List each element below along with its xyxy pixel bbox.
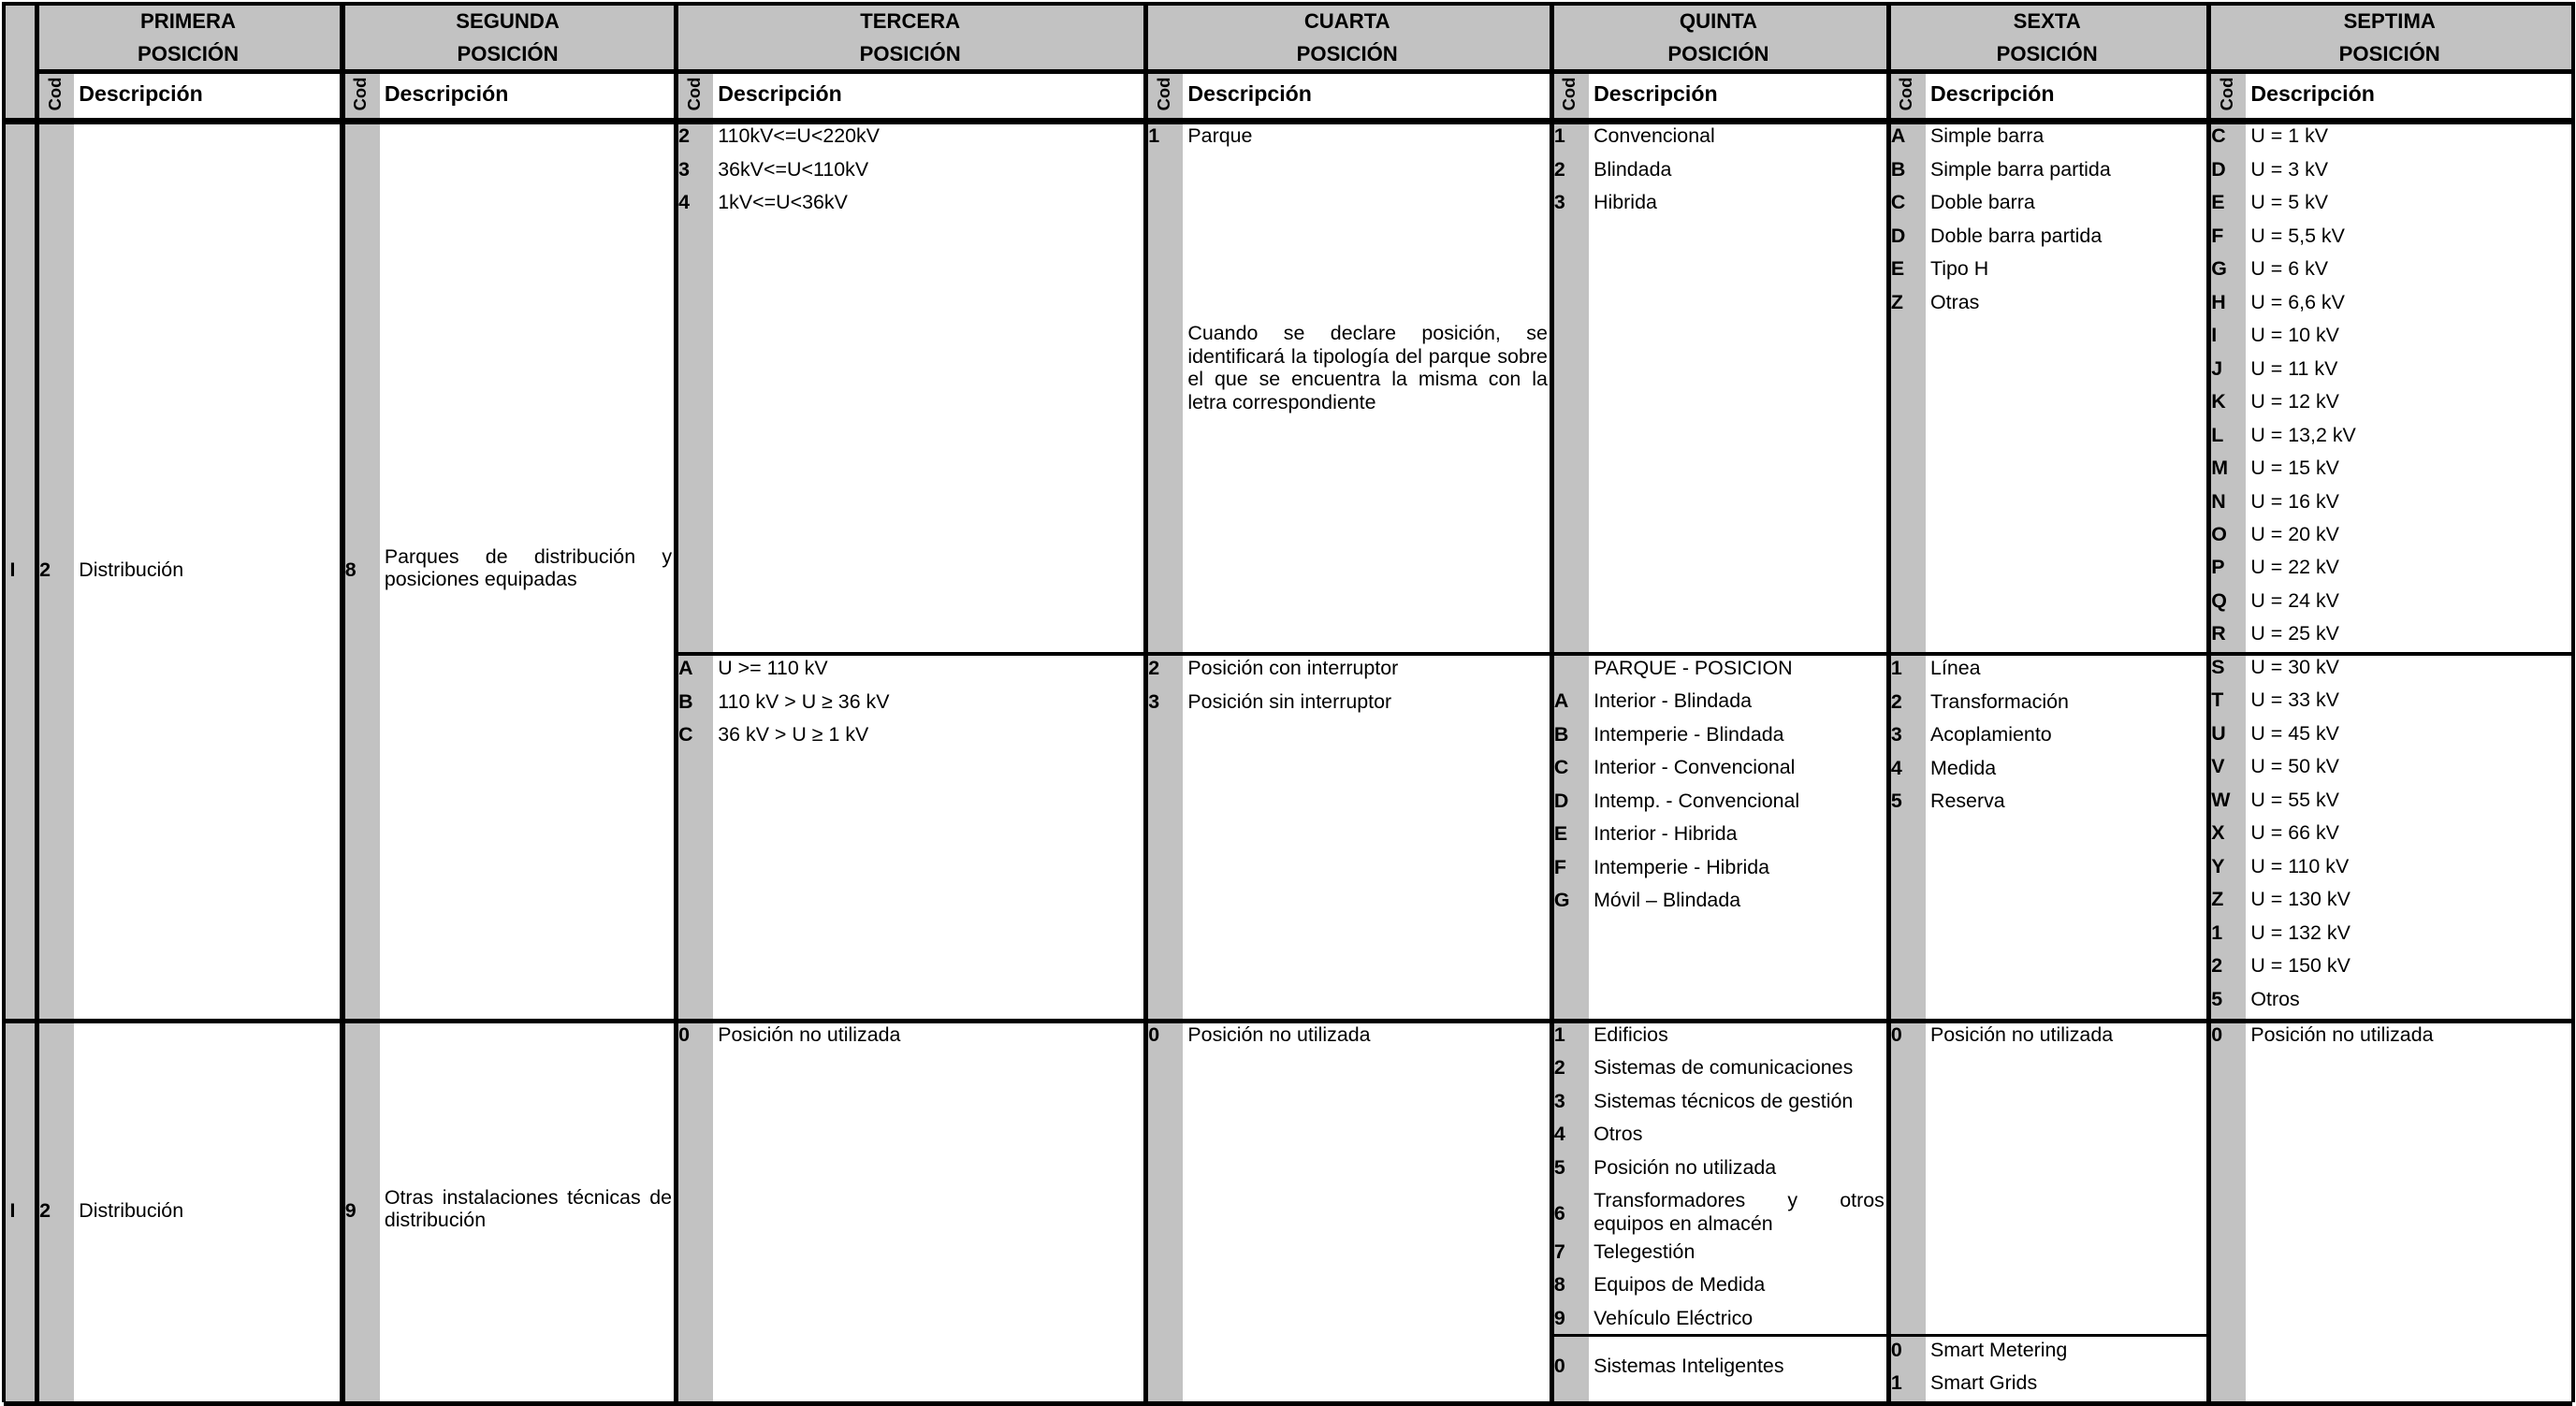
header-label: POSICIÓN <box>1667 42 1769 66</box>
entry-code: 2 <box>39 1198 51 1222</box>
entry-description: Reserva <box>1929 790 2005 813</box>
entry-code: Q <box>2211 588 2227 612</box>
entry-code: Z <box>1890 290 1903 313</box>
row-lead: I <box>9 1198 16 1222</box>
entry-description: Posición no utilizada <box>718 1022 901 1046</box>
h-rule <box>4 2 2573 6</box>
cod-label: Cod <box>1896 78 1916 111</box>
entry-code: E <box>1553 822 1568 846</box>
description-header: Descripción <box>79 81 203 107</box>
entry-description: U = 5,5 kV <box>2250 224 2345 247</box>
entry-code: B <box>1553 722 1569 746</box>
h-rule <box>4 1401 2573 1406</box>
entry-code: B <box>1890 157 1906 181</box>
entry-code: N <box>2211 489 2226 513</box>
position-header-5 <box>1550 4 1885 69</box>
entry-code: F <box>1553 855 1566 878</box>
entry-code: K <box>2211 390 2226 413</box>
entry-description: Hibrida <box>1594 191 1657 214</box>
v-rule <box>2571 2 2575 1403</box>
entry-description: Sistemas técnicos de gestión <box>1594 1089 1854 1112</box>
entry-code: G <box>1553 889 1570 912</box>
entry-code: 0 <box>1890 1022 1902 1046</box>
entry-code: O <box>2211 523 2227 546</box>
entry-code: Z <box>2211 888 2224 911</box>
entry-description: Smart Grids <box>1929 1371 2038 1395</box>
entry-description: Posición sin interruptor <box>1187 689 1392 713</box>
entry-description: Intemp. - Convencional <box>1594 789 1800 812</box>
entry-code: 7 <box>1553 1239 1565 1263</box>
entry-code: E <box>1890 257 1905 281</box>
entry-description: U = 110 kV <box>2250 854 2350 877</box>
entry-code: U <box>2211 721 2226 745</box>
entry-code: R <box>2211 622 2226 645</box>
code-column-4 <box>1145 69 1183 1401</box>
entry-code: 3 <box>1890 723 1902 746</box>
cod-label: Cod <box>1153 78 1173 111</box>
entry-code: 1 <box>2211 920 2223 944</box>
entry-code: 0 <box>1148 1022 1160 1046</box>
entry-description: Acoplamiento <box>1929 723 2052 746</box>
entry-description: Transformación <box>1929 689 2069 713</box>
entry-description: U = 50 kV <box>2250 755 2339 778</box>
header-label: POSICIÓN <box>457 42 559 66</box>
entry-description: U = 132 kV <box>2250 920 2350 944</box>
cod-label: Cod <box>350 78 371 111</box>
cod-label: Cod <box>44 78 65 111</box>
header-ordinal: PRIMERA <box>140 9 236 34</box>
entry-description: Posición no utilizada <box>1594 1155 1777 1179</box>
header-ordinal: CUARTA <box>1303 9 1390 34</box>
header-ordinal: TERCERA <box>860 9 961 34</box>
entry-code: 1 <box>1553 124 1565 148</box>
entry-description: Convencional <box>1594 124 1715 148</box>
entry-description: 1kV<=U<36kV <box>718 191 848 214</box>
entry-code: 4 <box>1553 1123 1565 1146</box>
entry-code: 1 <box>1890 657 1902 680</box>
entry-code: A <box>1553 689 1569 713</box>
entry-code: A <box>678 657 693 680</box>
entry-description: U = 20 kV <box>2250 523 2339 546</box>
entry-code: M <box>2211 457 2229 480</box>
entry-code: 3 <box>1553 1089 1565 1112</box>
v-rule <box>35 2 39 1403</box>
entry-code: 5 <box>2211 987 2223 1010</box>
entry-description: U = 15 kV <box>2250 457 2339 480</box>
entry-description: Telegestión <box>1594 1239 1696 1263</box>
header-label: POSICIÓN <box>2338 42 2440 66</box>
entry-description: U = 150 kV <box>2250 954 2350 978</box>
header-ordinal: QUINTA <box>1679 9 1758 34</box>
entry-code: 3 <box>678 157 691 181</box>
header-ordinal: SEXTA <box>2013 9 2081 34</box>
entry-code: 2 <box>1553 1056 1565 1080</box>
entry-code: 6 <box>1553 1202 1565 1225</box>
entry-code: D <box>2211 157 2226 181</box>
entry-description: Posición no utilizada <box>2250 1022 2434 1046</box>
entry-code: 0 <box>1890 1338 1902 1361</box>
entry-code: 0 <box>2211 1022 2223 1046</box>
entry-code: F <box>2211 224 2224 247</box>
entry-code: C <box>678 723 693 746</box>
entry-code: E <box>2211 191 2225 214</box>
description-header: Descripción <box>384 81 509 107</box>
entry-description: Interior - Blindada <box>1594 689 1753 713</box>
entry-code: A <box>1890 124 1906 148</box>
entry-code: Y <box>2211 854 2225 877</box>
entry-code: 2 <box>2211 954 2223 978</box>
entry-description: Interior - Hibrida <box>1594 822 1738 846</box>
entry-description: Blindada <box>1594 157 1672 181</box>
position-header-3 <box>676 4 1145 69</box>
entry-description: U = 66 kV <box>2250 821 2339 845</box>
entry-description: Otros <box>2250 987 2300 1010</box>
cod-label: Cod <box>2216 78 2236 111</box>
entry-code: 2 <box>678 124 691 148</box>
entry-code: B <box>678 689 693 713</box>
header-label: POSICIÓN <box>859 42 961 66</box>
entry-code: 4 <box>678 191 691 214</box>
entry-code: C <box>2211 124 2226 148</box>
entry-code: 9 <box>344 1198 357 1222</box>
entry-description: U = 6 kV <box>2250 257 2329 281</box>
entry-description: U = 30 kV <box>2250 655 2339 678</box>
h-rule <box>1550 1334 2206 1338</box>
entry-description: Posición no utilizada <box>1929 1022 2114 1046</box>
header-label: POSICIÓN <box>137 42 240 66</box>
entry-description: Medida <box>1929 756 1997 779</box>
description-header: Descripción <box>2250 81 2375 107</box>
entry-description: Distribución <box>79 1198 184 1222</box>
position-header-1 <box>36 4 341 69</box>
entry-code: C <box>1553 756 1569 779</box>
entry-description: Otros <box>1594 1123 1643 1146</box>
subgroup-title: PARQUE - POSICION <box>1594 657 1793 680</box>
entry-description: Parques de distribución y posiciones equipadas <box>384 544 673 591</box>
entry-code: S <box>2211 655 2225 678</box>
h-rule <box>4 118 2573 123</box>
entry-description: Doble barra partida <box>1929 224 2103 247</box>
entry-code: 1 <box>1553 1022 1565 1046</box>
entry-description: Sistemas de comunicaciones <box>1594 1056 1854 1080</box>
entry-description: U = 6,6 kV <box>2250 290 2345 313</box>
description-header: Descripción <box>718 81 842 107</box>
entry-code: X <box>2211 821 2225 845</box>
position-header-2 <box>342 4 674 69</box>
entry-code: 1 <box>1890 1371 1902 1395</box>
entry-code: H <box>2211 290 2226 313</box>
entry-description: Transformadores y otros equipos en almacén <box>1594 1189 1885 1235</box>
description-header: Descripción <box>1187 81 1312 107</box>
entry-description: Intemperie - Blindada <box>1594 722 1784 746</box>
note-text: Cuando se declare posición, se identificará la tipología del parque sobre el que se encuentra la misma con la letra correspondiente <box>1187 322 1548 413</box>
entry-code: P <box>2211 556 2225 579</box>
entry-code: 9 <box>1553 1306 1565 1329</box>
entry-description: Edificios <box>1594 1022 1668 1046</box>
entry-description: 36 kV > U ≥ 1 kV <box>718 723 869 746</box>
row-lead: I <box>9 558 16 581</box>
entry-description: 110 kV > U ≥ 36 kV <box>718 689 890 713</box>
entry-code: 2 <box>1890 689 1902 713</box>
entry-description: 110kV<=U<220kV <box>718 124 880 148</box>
header-ordinal: SEPTIMA <box>2343 9 2436 34</box>
entry-code: 0 <box>1553 1355 1565 1378</box>
entry-code: D <box>1890 224 1906 247</box>
entry-description: U >= 110 kV <box>718 657 828 680</box>
cod-label: Cod <box>1559 78 1579 111</box>
entry-description: Distribución <box>79 558 184 581</box>
entry-description: U = 11 kV <box>2250 356 2338 380</box>
entry-description: Posición no utilizada <box>1187 1022 1371 1046</box>
position-header-4 <box>1145 4 1550 69</box>
lead-column <box>4 4 35 1401</box>
entry-code: G <box>2211 257 2227 281</box>
entry-description: Intemperie - Hibrida <box>1594 855 1770 878</box>
entry-description: Posición con interruptor <box>1187 657 1399 680</box>
position-header-7 <box>2208 4 2571 69</box>
entry-code: 3 <box>1148 689 1160 713</box>
entry-code: I <box>2211 324 2218 347</box>
entry-description: Doble barra <box>1929 191 2035 214</box>
h-rule <box>36 69 2573 74</box>
entry-code: L <box>2211 423 2224 446</box>
entry-code: 4 <box>1890 756 1902 779</box>
entry-code: T <box>2211 689 2224 712</box>
entry-description: Otras <box>1929 290 1980 313</box>
entry-description: Smart Metering <box>1929 1338 2068 1361</box>
entry-code: 2 <box>1148 657 1160 680</box>
entry-description: U = 55 kV <box>2250 788 2339 811</box>
entry-description: Parque <box>1187 124 1253 148</box>
entry-code: 8 <box>344 558 357 581</box>
entry-code: C <box>1890 191 1906 214</box>
entry-description: 36kV<=U<110kV <box>718 157 869 181</box>
entry-description: Vehículo Eléctrico <box>1594 1306 1754 1329</box>
entry-description: Simple barra partida <box>1929 157 2111 181</box>
header-ordinal: SEGUNDA <box>456 9 560 34</box>
entry-description: U = 33 kV <box>2250 689 2339 712</box>
v-rule <box>340 2 344 1403</box>
entry-description: U = 5 kV <box>2250 191 2329 214</box>
entry-code: 5 <box>1553 1155 1565 1179</box>
header-label: POSICIÓN <box>1296 42 1398 66</box>
cod-label: Cod <box>683 78 704 111</box>
entry-code: 0 <box>678 1022 691 1046</box>
entry-code: 2 <box>39 558 51 581</box>
description-header: Descripción <box>1929 81 2055 107</box>
entry-code: 1 <box>1148 124 1160 148</box>
entry-description: Interior - Convencional <box>1594 756 1796 779</box>
entry-description: Línea <box>1929 657 1981 680</box>
entry-code: W <box>2211 788 2231 811</box>
entry-description: U = 1 kV <box>2250 124 2329 148</box>
entry-description: U = 130 kV <box>2250 888 2350 911</box>
entry-description: U = 3 kV <box>2250 157 2329 181</box>
entry-description: U = 10 kV <box>2250 324 2339 347</box>
entry-code: D <box>1553 789 1569 812</box>
entry-code: V <box>2211 755 2225 778</box>
entry-description: U = 13,2 kV <box>2250 423 2356 446</box>
description-header: Descripción <box>1594 81 1718 107</box>
entry-description: U = 22 kV <box>2250 556 2339 579</box>
v-rule <box>2 2 6 1403</box>
entry-description: U = 16 kV <box>2250 489 2339 513</box>
entry-description: U = 45 kV <box>2250 721 2339 745</box>
entry-code: 8 <box>1553 1273 1565 1297</box>
entry-description: U = 25 kV <box>2250 622 2339 645</box>
entry-description: Equipos de Medida <box>1594 1273 1766 1297</box>
entry-description: Móvil – Blindada <box>1594 889 1741 912</box>
header-label: POSICIÓN <box>1996 42 2098 66</box>
position-header-6 <box>1887 4 2206 69</box>
entry-description: Simple barra <box>1929 124 2045 148</box>
entry-description: U = 24 kV <box>2250 588 2339 612</box>
entry-description: Sistemas Inteligentes <box>1594 1355 1784 1378</box>
entry-description: Otras instalaciones técnicas de distribución <box>384 1185 673 1232</box>
entry-description: Tipo H <box>1929 257 1989 281</box>
entry-description: U = 12 kV <box>2250 390 2339 413</box>
entry-code: 5 <box>1890 790 1902 813</box>
entry-code: J <box>2211 356 2223 380</box>
entry-code: 2 <box>1553 157 1565 181</box>
entry-code: 3 <box>1553 191 1565 214</box>
